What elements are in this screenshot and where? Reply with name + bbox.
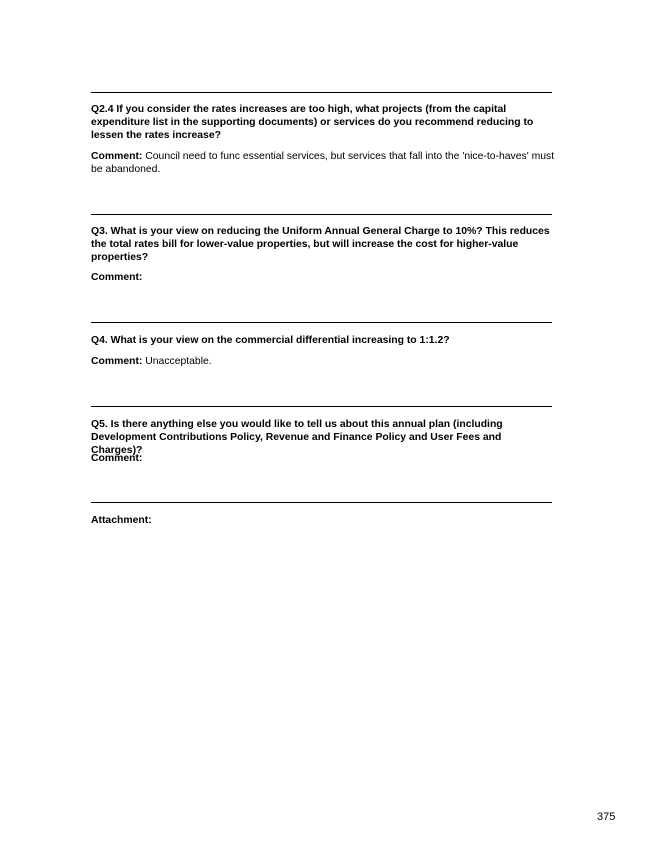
section-divider bbox=[91, 92, 552, 93]
question-q5: Q5. Is there anything else you would like to tell us about this annual plan (including Development Contributions Policy, Revenue and Finance Policy and User Fees and Charges)? bbox=[91, 419, 503, 456]
page-number: 375 bbox=[597, 811, 616, 823]
question-q2-4: Q2.4 If you consider the rates increases are too high, what projects (from the capital expenditure list in the supporting documents) or services do you recommend reducing to lessen the rates increase? bbox=[91, 104, 534, 141]
section-divider bbox=[91, 214, 552, 215]
section-divider bbox=[91, 502, 552, 503]
comment-label: Comment: bbox=[91, 151, 143, 162]
comment-label: Comment: bbox=[91, 356, 143, 367]
comment-q5 bbox=[91, 453, 556, 466]
section-divider bbox=[91, 406, 552, 407]
comment-text: Unacceptable. bbox=[142, 356, 212, 367]
question-q4: Q4. What is your view on the commercial differential increasing to 1:1.2? bbox=[91, 335, 450, 346]
question-q3: Q3. What is your view on reducing the Uniform Annual General Charge to 10%? This reduces the total rates bill for lower-value properties, but will increase the cost for higher-value properties? bbox=[91, 226, 550, 263]
comment-label: Comment: bbox=[91, 272, 143, 283]
comment-q4 bbox=[91, 356, 556, 369]
comment-text: Council need to func essential services, but services that fall into the 'nice-to-haves' must be abandoned. bbox=[91, 151, 555, 175]
attachment-label-text: Attachment: bbox=[91, 515, 152, 526]
comment-label: Comment: bbox=[91, 453, 143, 464]
attachment-label bbox=[91, 515, 556, 528]
comment-q3 bbox=[91, 272, 556, 285]
comment-q2-4 bbox=[91, 151, 556, 177]
section-divider bbox=[91, 322, 552, 323]
